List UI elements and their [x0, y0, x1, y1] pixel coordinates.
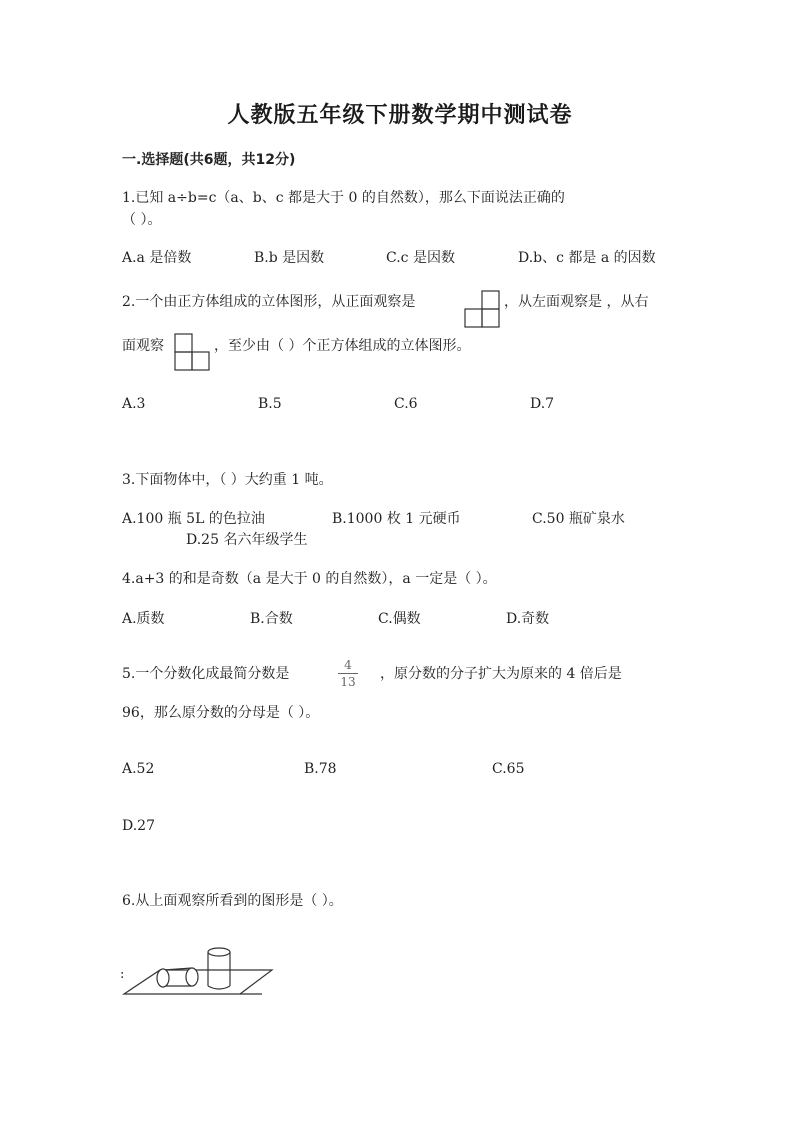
question-3-stem: 3.下面物体中，（ ）大约重 1 吨。 [122, 472, 333, 488]
q5-option-a[interactable]: A.52 [122, 761, 155, 777]
question-2-stem-part3: 面观察 [122, 338, 164, 354]
q4-option-a[interactable]: A.质数 [122, 611, 165, 627]
q2-option-b[interactable]: B.5 [258, 396, 282, 412]
question-6-stem: 6.从上面观察所看到的图形是（ ）。 [122, 893, 343, 909]
q5-option-d[interactable]: D.27 [122, 818, 155, 834]
q4-option-d[interactable]: D.奇数 [506, 611, 550, 627]
objects-on-board-figure [120, 942, 280, 1000]
q3-option-b[interactable]: B.1000 枚 1 元硬币 [332, 511, 461, 527]
q1-option-d[interactable]: D.b、c 都是 a 的因数 [518, 250, 656, 266]
question-5-stem-cont: 96，那么原分数的分母是（ ）。 [122, 705, 320, 721]
fraction-denominator: 13 [340, 675, 356, 689]
fraction-numerator: 4 [344, 658, 352, 672]
question-4-stem: 4.a+3 的和是奇数（a 是大于 0 的自然数），a 一定是（ ）。 [122, 571, 497, 587]
question-5-stem-part2: ，原分数的分子扩大为原来的 4 倍后是 [380, 666, 622, 682]
q1-option-a[interactable]: A.a 是倍数 [122, 250, 192, 266]
q2-option-a[interactable]: A.3 [122, 396, 146, 412]
q4-option-b[interactable]: B.合数 [250, 611, 293, 627]
question-1-stem-cont: （ ）。 [122, 212, 162, 228]
front-view-figure [464, 290, 500, 328]
q5-option-b[interactable]: B.78 [304, 761, 337, 777]
q1-option-b[interactable]: B.b 是因数 [254, 250, 325, 266]
question-2-stem-part4: ，至少由（ ）个正方体组成的立体图形。 [214, 338, 471, 354]
page-title: 人教版五年级下册数学期中测试卷 [227, 103, 573, 128]
fraction-four-thirteenths [338, 658, 358, 689]
question-2-stem-part1: 2.一个由正方体组成的立体图形，从正面观察是 [122, 294, 416, 310]
figure-label: : [120, 967, 125, 982]
q4-option-c[interactable]: C.偶数 [378, 611, 421, 627]
q2-option-c[interactable]: C.6 [394, 396, 418, 412]
question-5-stem-part1: 5.一个分数化成最简分数是 [122, 666, 290, 682]
right-view-figure [174, 333, 210, 371]
question-1-stem: 1.已知 a÷b=c（a、b、c 都是大于 0 的自然数），那么下面说法正确的 [122, 190, 565, 206]
question-2-stem-part2: ，从左面观察是 ，从右 [504, 294, 649, 310]
q3-option-d[interactable]: D.25 名六年级学生 [186, 532, 308, 548]
section-heading: 一.选择题(共6题，共12分) [122, 152, 296, 168]
fraction-bar [338, 673, 358, 674]
q3-option-c[interactable]: C.50 瓶矿泉水 [532, 511, 625, 527]
q1-option-c[interactable]: C.c 是因数 [386, 250, 455, 266]
q5-option-c[interactable]: C.65 [492, 761, 525, 777]
q3-option-a[interactable]: A.100 瓶 5L 的色拉油 [122, 511, 265, 527]
q2-option-d[interactable]: D.7 [530, 396, 555, 412]
